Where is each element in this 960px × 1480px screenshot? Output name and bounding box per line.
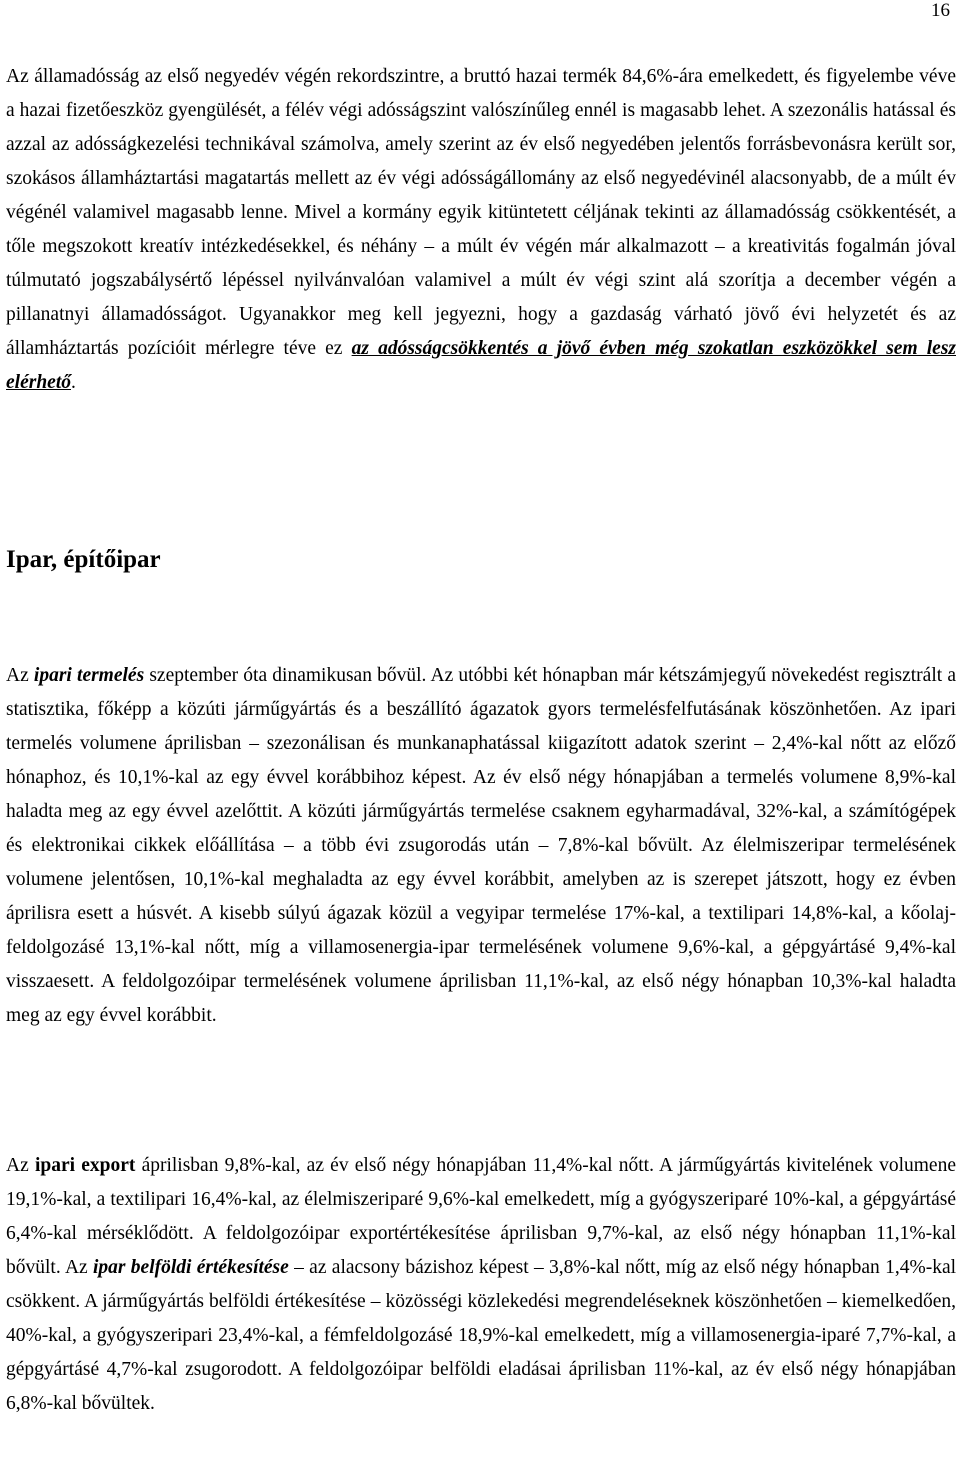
paragraph-text: Az államadósság az első negyedév végén rekordszintre, a bruttó hazai termék 84,6%-ára emelkedett, és figyelembe véve a hazai fizetőeszköz gyengülését, a félév végi adósságszint valószínűleg ennél is magasabb lehet. A szezonális hatással és azzal az adósságkezelési technikával számolva, amely szerint az év első negyedében jelentős forrásbevonásra került sor, szokásos államháztartási magatartás mellett az év végi adósságállomány az első negyedévinél alacsonyabb, de a múlt év végénél valamivel magasabb lenne. Mivel a kormány egyik kitüntetett céljának tekinti az államadósság csökkentését, a tőle megszokott kreatív intézkedésekkel, és néhány – a múlt év végén már alkalmazott – a kreativitás fogalmán jóval túlmutató jogszabálysértő lépéssel nyilvánvalóan valamivel a múlt év végi szint alá szorítja a december végén a pillanatnyi államadósságot. Ugyanakkor meg kell jegyezni, hogy a gazdaság várható jövő évi helyzetét és az államháztartás pozícióit mérlegre téve ez: [6, 66, 956, 359]
paragraph-text: – az alacsony bázishoz képest – 3,8%-kal nőtt, míg az első négy hónapban 1,4%-kal csökkent. A járműgyártás belföldi értékesítése – közösségi közlekedési megrendeléseknek köszönhetően – kiemelkedően, 40%-kal, a gyógyszeripari 23,4%-kal, a fémfeldolgozásé 18,9%-kal emelkedett, míg a villamosenergia-iparé 7,7%-kal, a gépgyártásé 4,7%-kal zsugorodott. A feldolgozóipar belföldi eladásai áprilisban 11%-kal, az év első négy hónapjában 6,8%-kal bővültek.: [6, 1257, 957, 1414]
paragraph-industrial-production: [6, 659, 956, 1033]
emphasis-domestic-sales: ipar belföldi értékesítése: [92, 1257, 289, 1278]
paragraph-industrial-export: [6, 1149, 956, 1421]
page-number: 16: [931, 0, 950, 21]
paragraph-text: Az: [6, 665, 34, 686]
paragraph-text: Az: [6, 1155, 35, 1176]
paragraph-public-debt: [6, 60, 956, 400]
section-heading: Ipar, építőipar: [6, 546, 161, 573]
emphasis-industrial-production: ipari termelés: [33, 665, 145, 686]
paragraph-text: áprilisban 9,8%-kal, az év első négy hónapjában 11,4%-kal nőtt. A járműgyártás kivitelének volumene 19,1%-kal, a textilipari 16,4%-kal, az élelmiszeriparé 9,6%-kal emelkedett, míg a gyógyszeriparé 10%-kal, a gépgyártásé 6,4%-kal mérséklődött. A feldolgozóipar exportértékesítése áprilisban 9,7%-kal, az első négy hónapban 11,1%-kal bővült. Az: [6, 1155, 956, 1278]
paragraph-text: szeptember óta dinamikusan bővül. Az utóbbi két hónapban már kétszámjegyű növekedést regisztrált a statisztika, főképp a közúti járműgyártás és a beszállító ágazatok gyors termelésfelfutásának köszönhetően. Az ipari termelés volumene áprilisban – szezonálisan és munkanaphatással kiigazított adatok szerint – 2,4%-kal nőtt az előző hónaphoz, és 10,1%-kal az egy évvel korábbihoz képest. Az év első négy hónapjában a termelés volumene 8,9%-kal haladta meg az egy évvel azelőttit. A közúti járműgyártás termelése csaknem egyharmadával, 32%-kal, a számítógépek és elektronikai cikkek előállítása – a több évi zsugorodás után – 7,8%-kal bővült. Az élelmiszeripar termelésének volumene jelentősen, 10,1%-kal meghaladta az egy évvel korábbit, amelyben az is szerepet játszott, hogy ez évben áprilisra esett a húsvét. A kisebb súlyú ágazak közül a vegyipar termelése 17%-kal, a textilipari 14,8%-kal, a kőolaj-feldolgozásé 13,1%-kal nőtt, míg a villamosenergia-ipar termelésének volumene 9,6%-kal, a gépgyártásé 9,4%-kal visszaesett. A feldolgozóipar termelésének volumene áprilisban 11,1%-kal, az első négy hónapban 10,3%-kal haladta meg az egy évvel korábbit.: [6, 665, 956, 1026]
paragraph-text: .: [70, 372, 76, 393]
emphasis-industrial-export: ipari export: [34, 1155, 136, 1176]
emphasis-debt-reduction: az adósságcsökkentés a jövő évben még szokatlan eszközökkel sem lesz elérhető: [6, 338, 956, 393]
